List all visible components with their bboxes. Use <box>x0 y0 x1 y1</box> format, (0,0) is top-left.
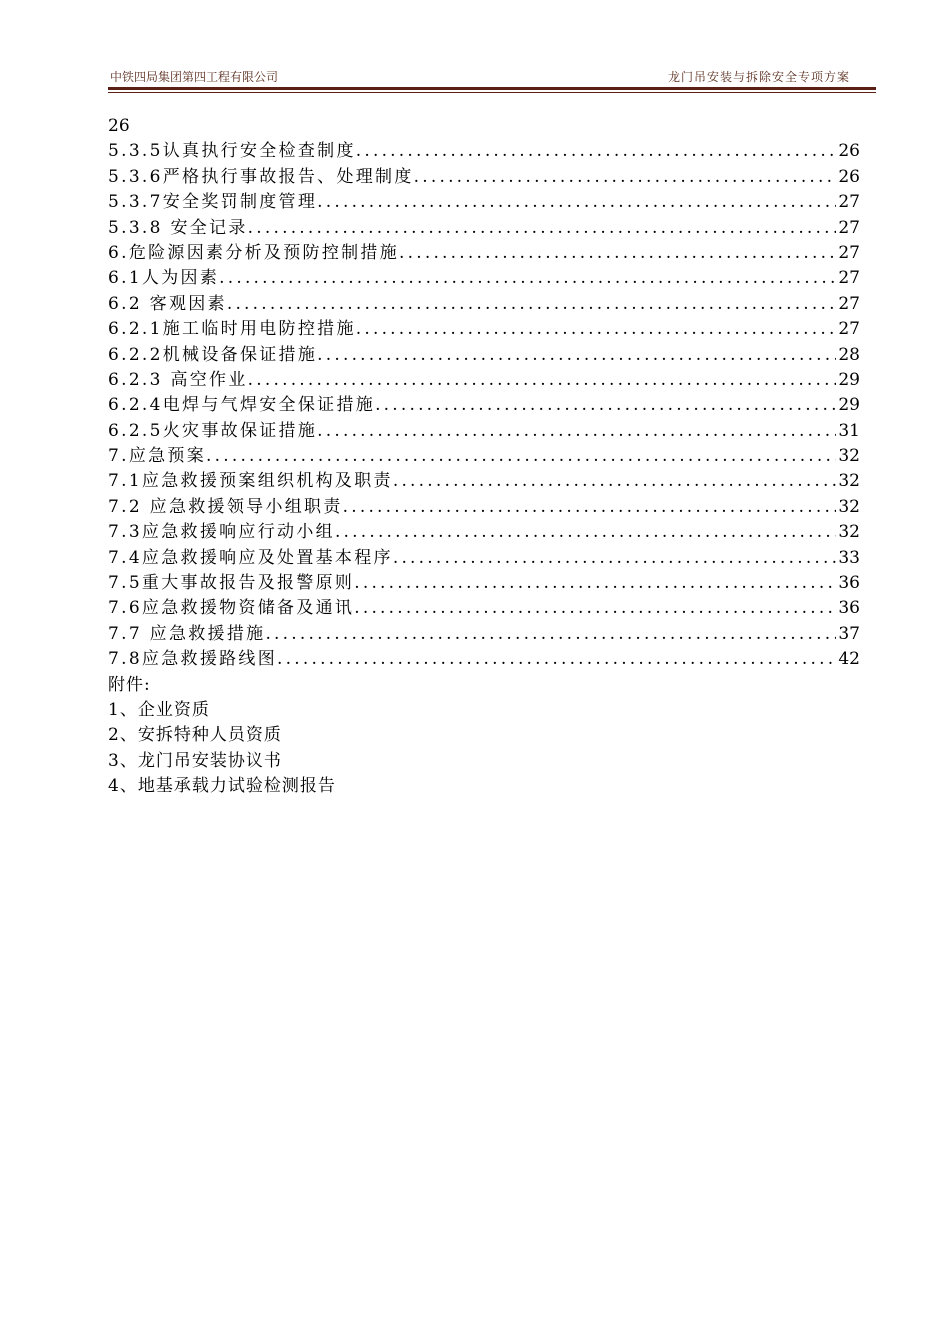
toc-entry[interactable] <box>108 622 860 647</box>
toc-leader-dots <box>248 368 837 393</box>
toc-entry-page: 32 <box>838 471 860 492</box>
toc-entry[interactable] <box>108 343 860 368</box>
toc-entry-page: 26 <box>838 166 860 187</box>
continued-page-number: 26 <box>108 116 130 136</box>
toc-entry-page: 32 <box>838 496 860 517</box>
toc-leader-dots <box>399 241 836 266</box>
toc-entry[interactable] <box>108 368 860 393</box>
toc-entry-title: 5.3.5认真执行安全检查制度 <box>108 141 356 162</box>
toc-entry-page: 28 <box>838 344 860 365</box>
toc-entry-title: 7.6应急救援物资储备及通讯 <box>108 598 355 619</box>
toc-entry[interactable] <box>108 393 860 418</box>
toc-list <box>108 139 860 672</box>
header-doc-title: 龙门吊安装与拆除安全专项方案 <box>667 70 850 84</box>
toc-entry-page: 26 <box>838 141 860 162</box>
toc-leader-dots <box>227 292 837 317</box>
toc-entry-title: 6.2.1施工临时用电防控措施 <box>108 319 356 340</box>
attachments-list <box>108 698 860 800</box>
toc-entry-title: 7.7 应急救援措施 <box>108 623 266 644</box>
toc-entry[interactable] <box>108 292 860 317</box>
toc-leader-dots <box>219 266 836 291</box>
toc-entry[interactable] <box>108 647 860 672</box>
toc-leader-dots <box>356 317 837 342</box>
toc-entry-title: 5.3.6严格执行事故报告、处理制度 <box>108 166 414 187</box>
toc-entry-page: 33 <box>838 547 860 568</box>
toc-entry-page: 27 <box>838 192 860 213</box>
toc-entry[interactable] <box>108 317 860 342</box>
attachment-item: 2、安拆特种人员资质 <box>108 725 282 746</box>
toc-entry[interactable] <box>108 190 860 215</box>
toc-leader-dots <box>356 139 837 164</box>
toc-leader-dots <box>354 596 836 621</box>
toc-entry-page: 36 <box>838 573 860 594</box>
toc-entry-page: 32 <box>838 446 860 467</box>
toc-entry-title: 7.1应急救援预案组织机构及职责 <box>108 471 393 492</box>
toc-entry-title: 7.2 应急救援领导小组职责 <box>108 496 343 517</box>
toc-entry[interactable] <box>108 419 860 444</box>
toc-leader-dots <box>265 622 836 647</box>
toc-entry[interactable] <box>108 596 860 621</box>
toc-leader-dots <box>277 647 836 672</box>
toc-leader-dots <box>414 165 837 190</box>
toc-entry-title: 7.3应急救援响应行动小组 <box>108 522 335 543</box>
toc-entry[interactable] <box>108 241 860 266</box>
toc-entry[interactable] <box>108 469 860 494</box>
toc-entry-title: 7.5重大事故报告及报警原则 <box>108 573 355 594</box>
toc-entry-page: 29 <box>838 395 860 416</box>
attachments-label: 附件: <box>108 674 151 695</box>
toc-entry-title: 6.2 客观因素 <box>108 293 227 314</box>
toc-entry-title: 6.1人为因素 <box>108 268 220 289</box>
toc-leader-dots <box>375 393 836 418</box>
toc-entry[interactable] <box>108 571 860 596</box>
toc-entry[interactable] <box>108 495 860 520</box>
toc-entry[interactable] <box>108 546 860 571</box>
toc-leader-dots <box>317 419 836 444</box>
toc-leader-dots <box>248 216 837 241</box>
toc-entry[interactable] <box>108 165 860 190</box>
header-company: 中铁四局集团第四工程有限公司 <box>110 70 279 84</box>
toc-entry-page: 37 <box>838 623 860 644</box>
toc-entry-page: 42 <box>838 649 860 670</box>
toc-entry-page: 27 <box>838 217 860 238</box>
toc-entry[interactable] <box>108 139 860 164</box>
toc-leader-dots <box>335 520 836 545</box>
toc-entry-page: 27 <box>838 293 860 314</box>
toc-entry-title: 6.2.4电焊与气焊安全保证措施 <box>108 395 376 416</box>
toc-leader-dots <box>317 343 836 368</box>
toc-entry-page: 27 <box>838 268 860 289</box>
toc-entry-page: 27 <box>838 319 860 340</box>
toc-entry-page: 36 <box>838 598 860 619</box>
toc-leader-dots <box>354 571 836 596</box>
toc-entry-title: 7.8应急救援路线图 <box>108 649 278 670</box>
toc-entry-title: 6.2.5火灾事故保证措施 <box>108 420 318 441</box>
attachment-item: 4、地基承载力试验检测报告 <box>108 776 336 797</box>
toc-leader-dots <box>393 469 837 494</box>
toc-entry[interactable] <box>108 444 860 469</box>
attachment-item: 3、龙门吊安装协议书 <box>108 750 282 771</box>
toc-leader-dots <box>206 444 836 469</box>
toc-entry[interactable] <box>108 520 860 545</box>
toc-entry-title: 6.2.3 高空作业 <box>108 369 248 390</box>
toc-leader-dots <box>317 190 836 215</box>
toc-entry-page: 29 <box>838 369 860 390</box>
toc-entry[interactable] <box>108 266 860 291</box>
toc-entry-title: 7.4应急救援响应及处置基本程序 <box>108 547 393 568</box>
toc-entry-page: 32 <box>838 522 860 543</box>
attachment-item: 1、企业资质 <box>108 699 210 720</box>
toc-entry-title: 5.3.8 安全记录 <box>108 217 248 238</box>
page-header <box>108 68 876 86</box>
header-rule-thick <box>108 87 876 90</box>
toc-entry-title: 5.3.7安全奖罚制度管理 <box>108 192 318 213</box>
toc-entry[interactable] <box>108 216 860 241</box>
toc-leader-dots <box>343 495 837 520</box>
toc-entry-title: 6.危险源因素分析及预防控制措施 <box>108 242 400 263</box>
toc-entry-title: 6.2.2机械设备保证措施 <box>108 344 318 365</box>
toc-content <box>108 114 860 800</box>
toc-leader-dots <box>393 546 837 571</box>
toc-entry-page: 27 <box>838 242 860 263</box>
toc-entry-title: 7.应急预案 <box>108 446 207 467</box>
toc-entry-page: 31 <box>838 420 860 441</box>
header-rule-thin <box>108 92 876 93</box>
